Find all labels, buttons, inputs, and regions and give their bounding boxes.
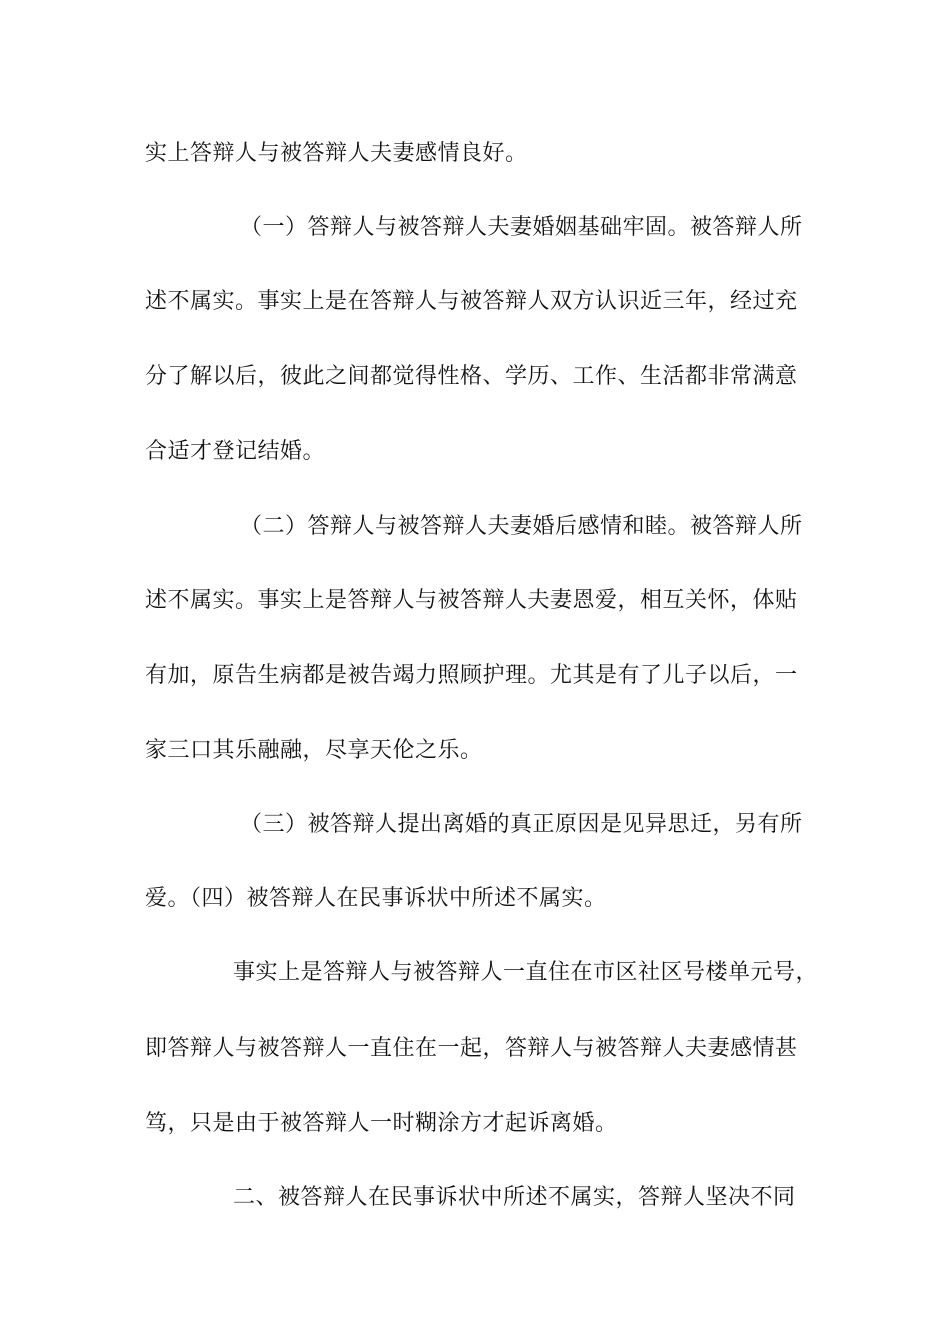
text-line-11: 爱。（四）被答辩人在民事诉状中所述不属实。 xyxy=(145,886,607,911)
text-line-10: （三）被答辩人提出离婚的真正原因是见异思迁，另有所 xyxy=(240,812,803,837)
text-line-4: 分了解以后，彼此之间都觉得性格、学历、工作、生活都非常满意 xyxy=(145,364,798,389)
text-line-15: 二、被答辩人在民事诉状中所述不属实，答辩人坚决不同 xyxy=(233,1185,796,1210)
text-line-8: 有加，原告生病都是被告竭力照顾护理。尤其是有了儿子以后，一 xyxy=(145,663,798,688)
text-line-6: （二）答辩人与被答辩人夫妻婚后感情和睦。被答辩人所 xyxy=(240,514,803,539)
text-line-2: （一）答辩人与被答辩人夫妻婚姻基础牢固。被答辩人所 xyxy=(240,215,803,240)
text-line-1: 实上答辩人与被答辩人夫妻感情良好。 xyxy=(145,141,528,166)
text-line-5: 合适才登记结婚。 xyxy=(145,439,326,464)
text-line-12: 事实上是答辩人与被答辩人一直住在市区社区号楼单元号， xyxy=(233,960,819,985)
text-line-7: 述不属实。事实上是答辩人与被答辩人夫妻恩爱，相互关怀，体贴 xyxy=(145,588,798,613)
text-line-9: 家三口其乐融融，尽享天伦之乐。 xyxy=(145,738,483,763)
text-line-13: 即答辩人与被答辩人一直住在一起，答辩人与被答辩人夫妻感情甚 xyxy=(145,1036,798,1061)
text-line-3: 述不属实。事实上是在答辩人与被答辩人双方认识近三年，经过充 xyxy=(145,289,798,314)
text-line-14: 笃，只是由于被答辩人一时糊涂方才起诉离婚。 xyxy=(145,1111,618,1136)
